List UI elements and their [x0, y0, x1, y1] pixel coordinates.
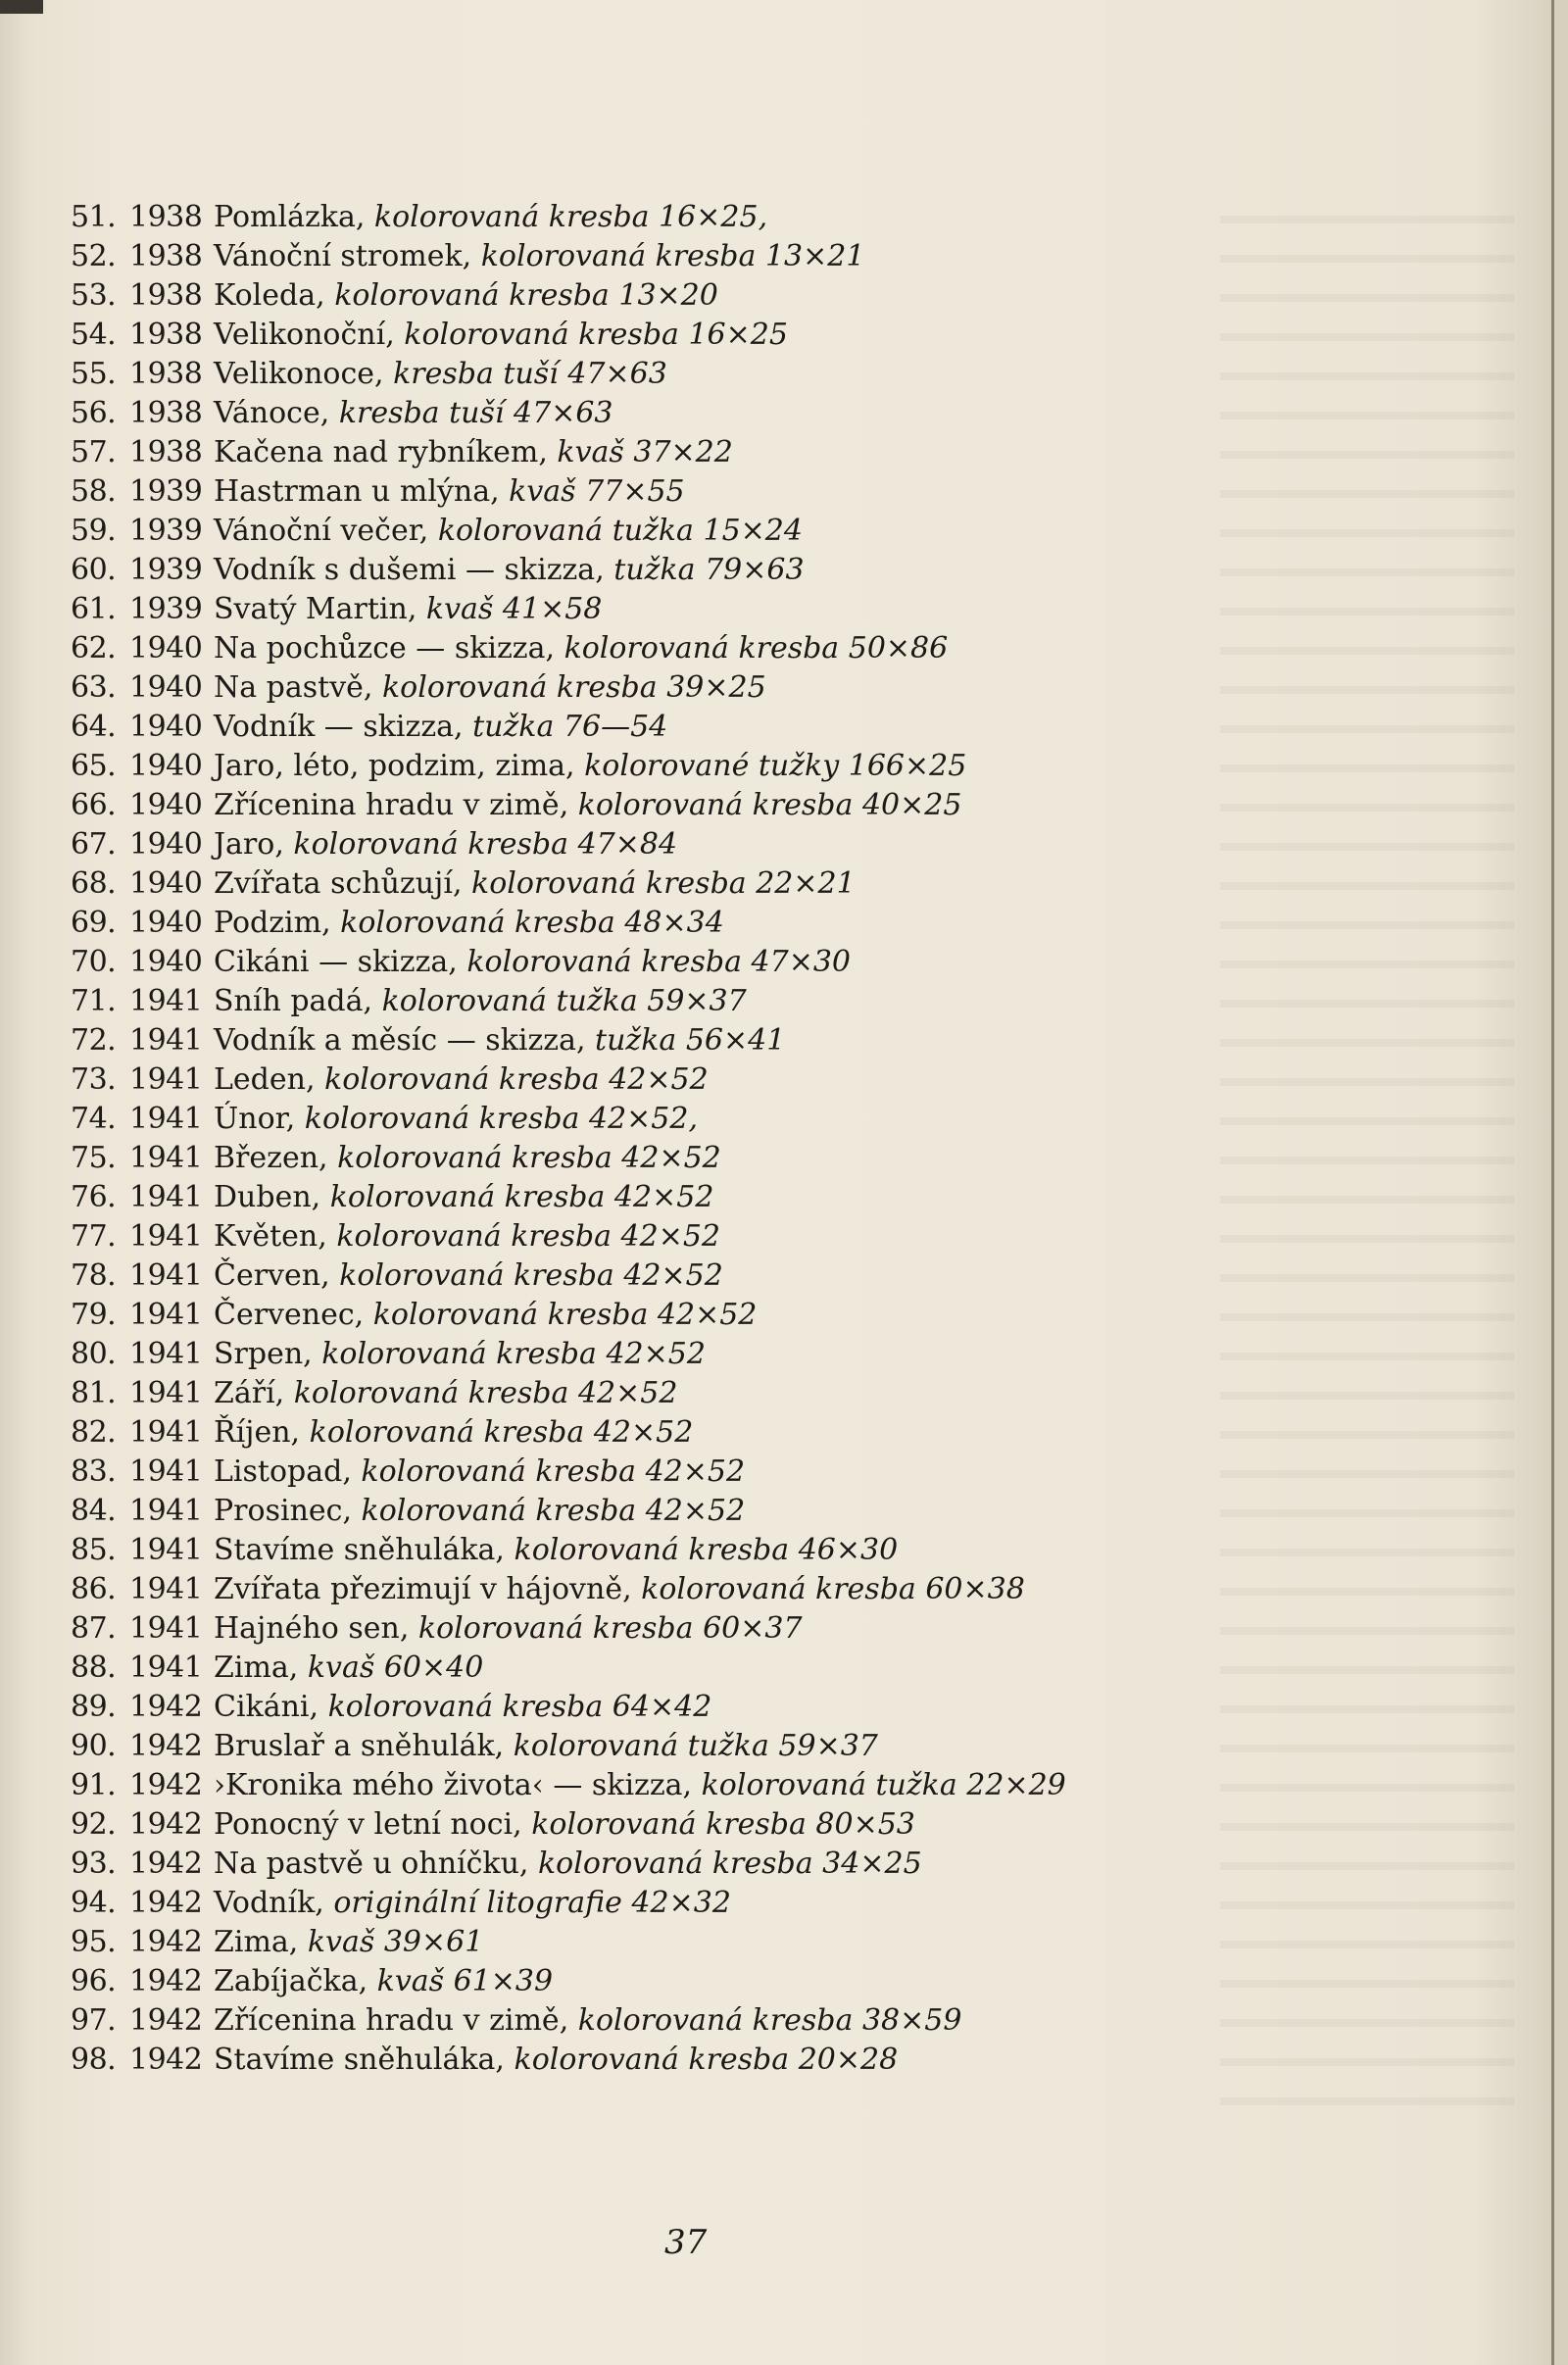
- catalogue-entry: [71, 1413, 1345, 1453]
- entry-number: 71.: [71, 984, 117, 1018]
- catalogue-entry: [71, 1453, 1345, 1492]
- entry-size: 39×61: [383, 1925, 484, 1959]
- catalogue-entry: [71, 237, 1345, 276]
- entry-year: 1941: [129, 1533, 203, 1567]
- entry-year: 1940: [129, 866, 203, 901]
- catalogue-entry: [71, 316, 1345, 355]
- entry-title: Hajného sen,: [214, 1611, 418, 1646]
- entry-medium: kolorovaná kresba: [372, 1298, 649, 1332]
- entry-title: Zvířata přezimují v hájovně,: [214, 1572, 642, 1606]
- entry-year: 1940: [129, 749, 203, 783]
- entry-size: 42×52: [645, 1454, 746, 1489]
- entry-title: Prosinec,: [214, 1494, 362, 1528]
- entry-year: 1941: [129, 1141, 203, 1175]
- catalogue-entry: [71, 512, 1345, 551]
- entry-medium: kolorovaná kresba: [293, 1376, 569, 1410]
- entry-title: Ponocný v letní noci,: [214, 1807, 532, 1842]
- entry-medium: kvaš: [557, 435, 624, 469]
- entry-year: 1941: [129, 1572, 203, 1606]
- entry-size: 16×25: [688, 318, 788, 352]
- entry-year: 1941: [129, 1651, 203, 1685]
- entry-medium: kolorovaná kresba: [641, 1572, 916, 1606]
- entry-title: Velikonoce,: [214, 357, 394, 391]
- entry-title: Cikáni — skizza,: [214, 945, 467, 979]
- entry-medium: kolorovaná kresba: [361, 1494, 637, 1528]
- entry-number: 59.: [71, 514, 117, 548]
- entry-medium: tužka: [613, 553, 696, 587]
- catalogue-entry: [71, 1609, 1345, 1649]
- entry-number: 72.: [71, 1023, 117, 1058]
- entry-title: Koleda,: [214, 278, 335, 313]
- entry-title: Jaro,: [214, 827, 294, 862]
- entry-medium: kvaš: [307, 1925, 375, 1959]
- entry-year: 1941: [129, 1298, 203, 1332]
- entry-year: 1941: [129, 1023, 203, 1058]
- entry-year: 1941: [129, 1376, 203, 1410]
- entry-medium: kolorovaná kresba: [577, 788, 854, 822]
- entry-medium: kolorovaná kresba: [564, 631, 840, 665]
- catalogue-entry: [71, 1060, 1345, 1100]
- entry-medium: tužka: [472, 710, 555, 744]
- entry-year: 1942: [129, 1886, 203, 1920]
- entry-size: 48×34: [624, 906, 724, 940]
- entry-title: Zřícenina hradu v zimě,: [214, 2003, 578, 2038]
- entry-number: 97.: [71, 2003, 117, 2038]
- entry-size: 42×52: [623, 1258, 723, 1293]
- entry-year: 1938: [129, 435, 203, 469]
- catalogue-entry: [71, 1884, 1345, 1923]
- catalogue-entry: [71, 1492, 1345, 1531]
- entry-year: 1938: [129, 200, 203, 234]
- entry-size: 59×37: [647, 984, 747, 1018]
- catalogue-entry: [71, 1570, 1345, 1609]
- entry-medium: kvaš: [307, 1651, 375, 1685]
- entry-size: 22×21: [756, 866, 856, 901]
- catalogue-entry: [71, 394, 1345, 433]
- entry-number: 70.: [71, 945, 117, 979]
- entry-number: 78.: [71, 1258, 117, 1293]
- entry-size: 42×52: [620, 1219, 720, 1254]
- entry-medium: kolorovaná kresba: [361, 1454, 637, 1489]
- entry-title: Červenec,: [214, 1298, 373, 1332]
- entry-title: Vodník s dušemi — skizza,: [214, 553, 614, 587]
- entry-year: 1941: [129, 1337, 203, 1371]
- entry-title: Květen,: [214, 1219, 337, 1254]
- entry-year: 1942: [129, 1768, 203, 1802]
- entry-size: 37×22: [633, 435, 733, 469]
- entry-medium: kresba tuší: [338, 396, 505, 430]
- entry-medium: kolorovaná kresba: [334, 278, 610, 313]
- entry-size: 42×32: [631, 1886, 731, 1920]
- entry-year: 1939: [129, 553, 203, 587]
- entry-year: 1942: [129, 1729, 203, 1763]
- entry-title: Svatý Martin,: [214, 592, 426, 626]
- entry-year: 1942: [129, 1964, 203, 1998]
- entry-medium: kolorovaná tužka: [513, 1729, 769, 1763]
- entry-title: Vánoční večer,: [214, 514, 438, 548]
- entry-title: Listopad,: [214, 1454, 362, 1489]
- entry-year: 1938: [129, 357, 203, 391]
- entry-number: 91.: [71, 1768, 117, 1802]
- entry-number: 60.: [71, 553, 117, 587]
- catalogue-entry: [71, 1845, 1345, 1884]
- catalogue-entry: [71, 551, 1345, 590]
- entry-number: 79.: [71, 1298, 117, 1332]
- entry-medium: kvaš: [425, 592, 494, 626]
- entry-year: 1939: [129, 474, 203, 509]
- entry-number: 73.: [71, 1062, 117, 1097]
- entry-number: 66.: [71, 788, 117, 822]
- entry-number: 74.: [71, 1102, 117, 1136]
- entry-size: 42×52: [657, 1298, 758, 1332]
- entry-title: ›Kronika mého života‹ — skizza,: [214, 1768, 702, 1802]
- entry-medium: kolorovaná kresba: [329, 1180, 606, 1214]
- entry-number: 94.: [71, 1886, 117, 1920]
- catalogue-entry: [71, 1021, 1345, 1060]
- entry-medium: kolorovaná kresba: [514, 1533, 790, 1567]
- entry-number: 61.: [71, 592, 117, 626]
- catalogue-entry: [71, 2041, 1345, 2080]
- catalogue-entry: [71, 198, 1345, 237]
- entry-size: 42×52: [613, 1180, 714, 1214]
- entry-medium: kolorovaná kresba: [293, 827, 569, 862]
- entry-year: 1941: [129, 1258, 203, 1293]
- entry-title: Zvířata schůzují,: [214, 866, 472, 901]
- entry-title: Říjen,: [214, 1415, 310, 1450]
- entry-size: 47×30: [751, 945, 852, 979]
- entry-number: 84.: [71, 1494, 117, 1528]
- entry-number: 80.: [71, 1337, 117, 1371]
- entry-medium: kolorovaná kresba: [321, 1337, 597, 1371]
- entry-title: Duben,: [214, 1180, 330, 1214]
- entry-size: 47×63: [567, 357, 667, 391]
- entry-medium: kolorovaná kresba: [471, 866, 747, 901]
- entry-year: 1941: [129, 1180, 203, 1214]
- catalogue-entry: [71, 276, 1345, 316]
- entry-year: 1941: [129, 1062, 203, 1097]
- entry-size: 15×24: [703, 514, 803, 548]
- entry-size: 41×58: [502, 592, 603, 626]
- entry-number: 67.: [71, 827, 117, 862]
- entry-title: Stavíme sněhuláka,: [214, 2043, 514, 2077]
- entry-year: 1938: [129, 318, 203, 352]
- entry-year: 1941: [129, 1415, 203, 1450]
- entry-title: Pomlázka,: [214, 200, 374, 234]
- entry-number: 53.: [71, 278, 117, 313]
- entry-number: 96.: [71, 1964, 117, 1998]
- entry-size: 42×52,: [588, 1102, 699, 1136]
- catalogue-entry: [71, 1766, 1345, 1805]
- entry-title: Bruslař a sněhulák,: [214, 1729, 514, 1763]
- entry-size: 38×59: [861, 2003, 962, 2038]
- entry-size: 76—54: [563, 710, 668, 744]
- entry-number: 52.: [71, 239, 117, 273]
- catalogue-entry: [71, 1256, 1345, 1296]
- entry-number: 54.: [71, 318, 117, 352]
- entry-year: 1942: [129, 1807, 203, 1842]
- entry-title: Leden,: [214, 1062, 325, 1097]
- catalogue-entry: [71, 1962, 1345, 2001]
- entry-size: 61×39: [453, 1964, 554, 1998]
- entry-year: 1941: [129, 1494, 203, 1528]
- entry-number: 57.: [71, 435, 117, 469]
- entry-number: 75.: [71, 1141, 117, 1175]
- catalogue-entry: [71, 1178, 1345, 1217]
- entry-title: Zabíjačka,: [214, 1964, 377, 1998]
- entry-size: 166×25: [848, 749, 967, 783]
- entry-number: 56.: [71, 396, 117, 430]
- catalogue-entry: [71, 2001, 1345, 2041]
- entry-year: 1938: [129, 239, 203, 273]
- page-number: 37: [664, 2223, 708, 2262]
- entry-number: 65.: [71, 749, 117, 783]
- entry-size: 13×20: [618, 278, 718, 313]
- entry-number: 64.: [71, 710, 117, 744]
- entry-number: 58.: [71, 474, 117, 509]
- entry-medium: kolorovaná kresba: [514, 2043, 790, 2077]
- entry-year: 1942: [129, 2003, 203, 2038]
- entry-number: 62.: [71, 631, 117, 665]
- entry-size: 64×42: [612, 1690, 712, 1724]
- entry-number: 92.: [71, 1807, 117, 1842]
- catalogue-entry: [71, 1727, 1345, 1766]
- catalogue-entry: [71, 708, 1345, 747]
- catalogue-entry: [71, 1374, 1345, 1413]
- entry-medium: kolorovaná tužka: [701, 1768, 957, 1802]
- entry-title: Jaro, léto, podzim, zima,: [214, 749, 585, 783]
- catalogue-entry: [71, 433, 1345, 472]
- corner-mark: [0, 0, 43, 14]
- entry-number: 88.: [71, 1651, 117, 1685]
- entry-title: Vánoce,: [214, 396, 339, 430]
- entry-title: Hastrman u mlýna,: [214, 474, 510, 509]
- entry-title: Zima,: [214, 1925, 308, 1959]
- entry-year: 1941: [129, 1219, 203, 1254]
- entry-title: Zřícenina hradu v zimě,: [214, 788, 578, 822]
- catalogue-entry: [71, 825, 1345, 864]
- catalogue-entry: [71, 355, 1345, 394]
- catalogue-entry: [71, 943, 1345, 982]
- entry-title: Cikáni,: [214, 1690, 328, 1724]
- entry-title: Červen,: [214, 1258, 340, 1293]
- entry-medium: tužka: [595, 1023, 677, 1058]
- entry-number: 89.: [71, 1690, 117, 1724]
- entry-year: 1940: [129, 827, 203, 862]
- entry-title: Vodník — skizza,: [214, 710, 473, 744]
- entry-medium: kvaš: [376, 1964, 445, 1998]
- entry-medium: originální litografie: [333, 1886, 622, 1920]
- entry-size: 47×84: [577, 827, 678, 862]
- entry-size: 56×41: [685, 1023, 786, 1058]
- entry-medium: kolorovaná kresba: [531, 1807, 807, 1842]
- catalogue-entry: [71, 982, 1345, 1021]
- entry-medium: kolorovaná kresba: [537, 1847, 813, 1881]
- catalogue-entry: [71, 904, 1345, 943]
- entry-medium: kvaš: [509, 474, 576, 509]
- entry-size: 42×52: [577, 1376, 678, 1410]
- entry-title: Na pastvě u ohníčku,: [214, 1847, 538, 1881]
- entry-size: 60×38: [925, 1572, 1025, 1606]
- entry-number: 81.: [71, 1376, 117, 1410]
- entry-size: 60×40: [383, 1651, 484, 1685]
- entry-year: 1939: [129, 514, 203, 548]
- entry-number: 93.: [71, 1847, 117, 1881]
- entry-title: Na pochůzce — skizza,: [214, 631, 564, 665]
- entry-number: 86.: [71, 1572, 117, 1606]
- entry-number: 82.: [71, 1415, 117, 1450]
- entry-year: 1942: [129, 1847, 203, 1881]
- entry-size: 80×53: [815, 1807, 915, 1842]
- entry-size: 47×63: [514, 396, 613, 430]
- entry-size: 42×52: [621, 1141, 721, 1175]
- entry-number: 76.: [71, 1180, 117, 1214]
- entry-number: 83.: [71, 1454, 117, 1489]
- entry-year: 1938: [129, 278, 203, 313]
- entry-year: 1938: [129, 396, 203, 430]
- entry-year: 1940: [129, 710, 203, 744]
- entry-size: 42×52: [645, 1494, 746, 1528]
- catalogue-entry: [71, 864, 1345, 904]
- entry-year: 1941: [129, 1454, 203, 1489]
- entry-medium: kolorovaná kresba: [304, 1102, 580, 1136]
- entry-medium: kolorovaná kresba: [339, 1258, 614, 1293]
- entry-size: 34×25: [822, 1847, 922, 1881]
- catalogue-entry: [71, 1805, 1345, 1845]
- entry-title: Únor,: [214, 1102, 305, 1136]
- entry-medium: kolorovaná kresba: [417, 1611, 694, 1646]
- entry-year: 1942: [129, 2043, 203, 2077]
- entry-title: Srpen,: [214, 1337, 322, 1371]
- entry-year: 1941: [129, 1102, 203, 1136]
- entry-year: 1940: [129, 945, 203, 979]
- catalogue-entry: [71, 1923, 1345, 1962]
- page-edge-line: [1551, 0, 1554, 2365]
- entry-size: 22×29: [966, 1768, 1066, 1802]
- entry-title: Podzim,: [214, 906, 341, 940]
- catalogue-entry: [71, 1531, 1345, 1570]
- entry-number: 87.: [71, 1611, 117, 1646]
- entry-year: 1942: [129, 1690, 203, 1724]
- catalogue-entry: [71, 1296, 1345, 1335]
- entry-medium: kolorovaná kresba: [404, 318, 679, 352]
- entry-title: Na pastvě,: [214, 670, 382, 705]
- entry-size: 40×25: [861, 788, 962, 822]
- catalogue-entry: [71, 1335, 1345, 1374]
- entry-size: 42×52: [609, 1062, 709, 1097]
- catalogue-entry: [71, 747, 1345, 786]
- entry-size: 50×86: [848, 631, 949, 665]
- catalogue-entry: [71, 786, 1345, 825]
- entry-medium: kolorovaná tužka: [437, 514, 694, 548]
- entry-medium: kolorovaná kresba: [466, 945, 742, 979]
- entry-number: 85.: [71, 1533, 117, 1567]
- entry-year: 1940: [129, 670, 203, 705]
- entry-medium: kolorovaná tužka: [381, 984, 638, 1018]
- catalogue-entry: [71, 472, 1345, 512]
- entry-size: 77×55: [585, 474, 685, 509]
- entry-title: Stavíme sněhuláka,: [214, 1533, 514, 1567]
- entry-title: Vánoční stromek,: [214, 239, 481, 273]
- entry-size: 59×37: [778, 1729, 878, 1763]
- entry-size: 60×37: [703, 1611, 803, 1646]
- entry-medium: kolorovaná kresba: [327, 1690, 604, 1724]
- catalogue-entry: [71, 1100, 1345, 1139]
- entry-title: Velikonoční,: [214, 318, 405, 352]
- catalogue-entry: [71, 1217, 1345, 1256]
- entry-year: 1941: [129, 1611, 203, 1646]
- catalogue-entry: [71, 1688, 1345, 1727]
- entry-medium: kolorovaná kresba: [336, 1219, 612, 1254]
- entry-medium: kolorované tužky: [584, 749, 840, 783]
- catalogue-entry: [71, 590, 1345, 629]
- entry-size: 46×30: [798, 1533, 899, 1567]
- catalogue-entry: [71, 1139, 1345, 1178]
- entry-number: 63.: [71, 670, 117, 705]
- entry-number: 90.: [71, 1729, 117, 1763]
- entry-size: 42×52: [606, 1337, 706, 1371]
- entry-title: Sníh padá,: [214, 984, 382, 1018]
- entry-medium: kolorovaná kresba: [382, 670, 658, 705]
- entry-size: 16×25,: [659, 200, 768, 234]
- entry-number: 95.: [71, 1925, 117, 1959]
- entry-year: 1942: [129, 1925, 203, 1959]
- entry-size: 79×63: [705, 553, 805, 587]
- catalogue-entry: [71, 1649, 1345, 1688]
- entry-medium: kolorovaná kresba: [480, 239, 757, 273]
- entry-medium: kolorovaná kresba: [309, 1415, 585, 1450]
- entry-year: 1940: [129, 788, 203, 822]
- catalogue-list: [71, 198, 1345, 2080]
- entry-number: 51.: [71, 200, 117, 234]
- entry-title: Zima,: [214, 1651, 308, 1685]
- entry-title: Vodník a měsíc — skizza,: [214, 1023, 596, 1058]
- entry-year: 1940: [129, 906, 203, 940]
- entry-medium: kresba tuší: [393, 357, 559, 391]
- catalogue-entry: [71, 668, 1345, 708]
- entry-number: 98.: [71, 2043, 117, 2077]
- entry-year: 1939: [129, 592, 203, 626]
- entry-medium: kolorovaná kresba: [340, 906, 615, 940]
- entry-title: Září,: [214, 1376, 294, 1410]
- entry-medium: kolorovaná kresba: [373, 200, 650, 234]
- entry-size: 39×25: [666, 670, 766, 705]
- entry-year: 1940: [129, 631, 203, 665]
- entry-title: Březen,: [214, 1141, 338, 1175]
- entry-year: 1941: [129, 984, 203, 1018]
- entry-number: 55.: [71, 357, 117, 391]
- entry-medium: kolorovaná kresba: [324, 1062, 600, 1097]
- entry-size: 13×21: [764, 239, 865, 273]
- entry-title: Vodník,: [214, 1886, 334, 1920]
- entry-number: 68.: [71, 866, 117, 901]
- entry-medium: kolorovaná kresba: [337, 1141, 612, 1175]
- entry-number: 77.: [71, 1219, 117, 1254]
- entry-number: 69.: [71, 906, 117, 940]
- entry-size: 20×28: [798, 2043, 899, 2077]
- entry-medium: kolorovaná kresba: [577, 2003, 854, 2038]
- entry-title: Kačena nad rybníkem,: [214, 435, 558, 469]
- entry-size: 42×52: [593, 1415, 694, 1450]
- catalogue-entry: [71, 629, 1345, 668]
